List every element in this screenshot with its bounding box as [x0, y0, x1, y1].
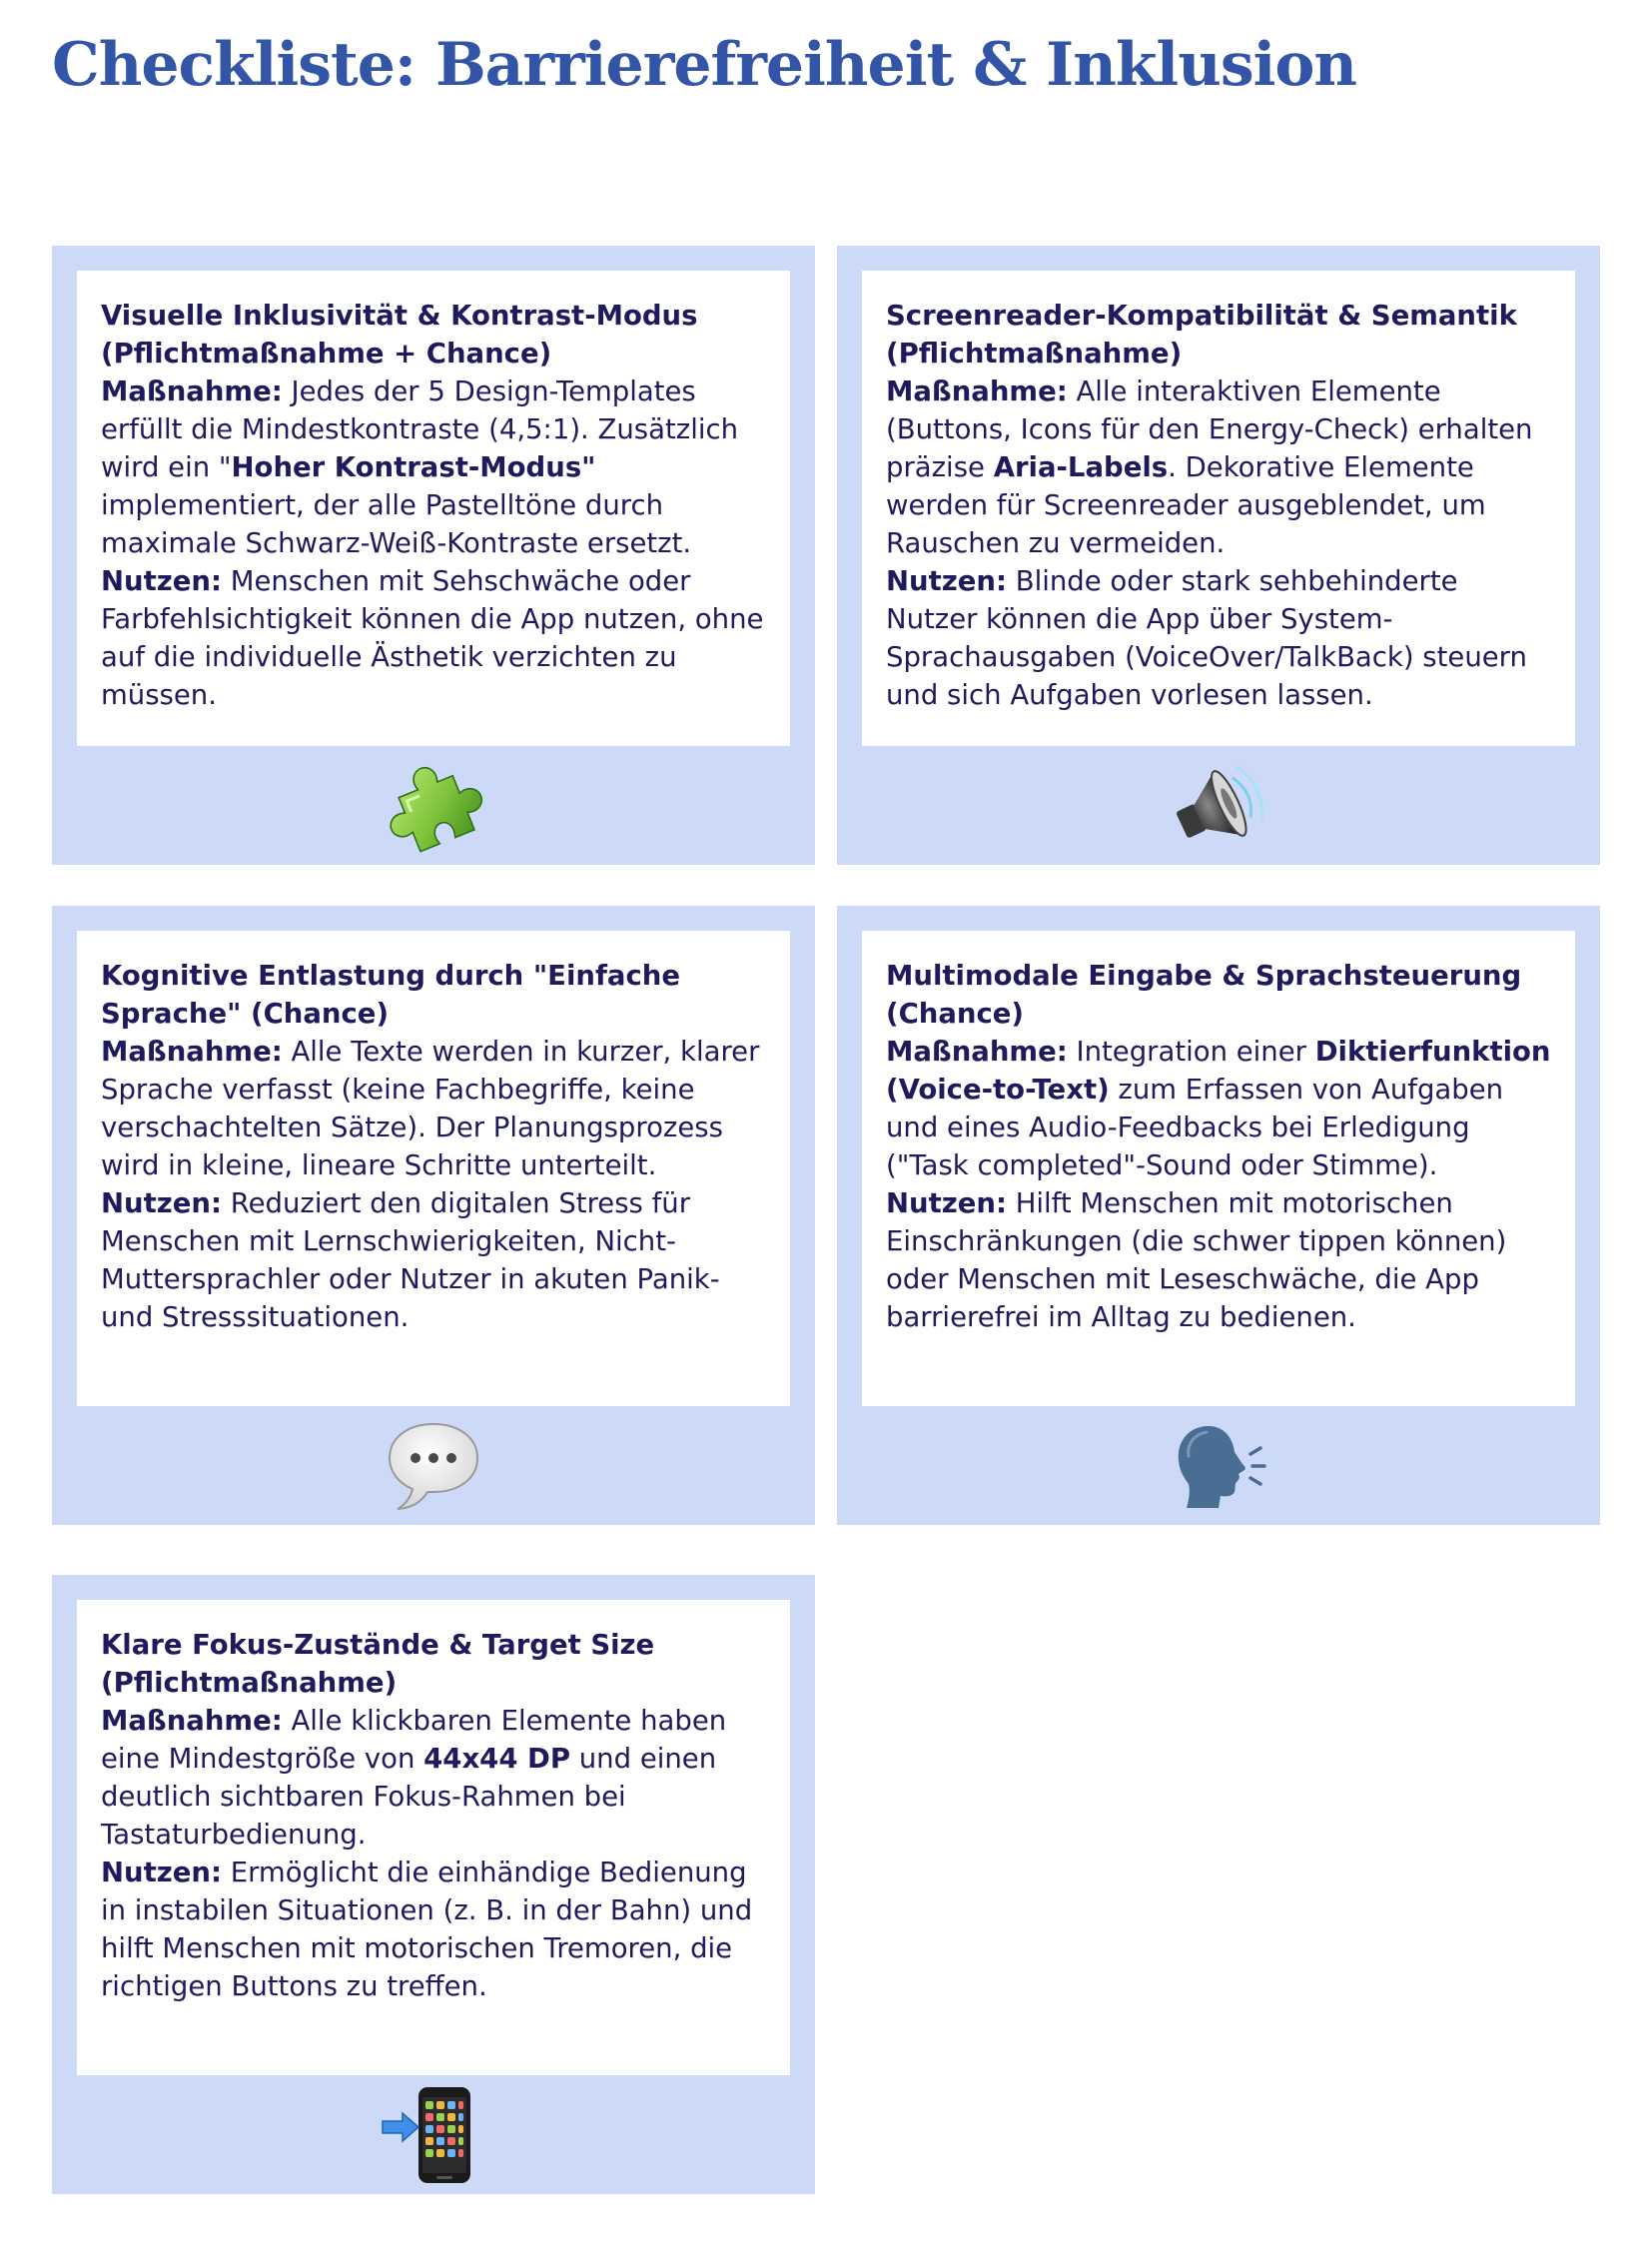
- benefit-label: Nutzen:: [101, 565, 222, 597]
- measure-paragraph: [886, 373, 1551, 562]
- measure-label: Maßnahme:: [101, 375, 283, 407]
- benefit-label: Nutzen:: [886, 1187, 1007, 1219]
- card-heading: Visuelle Inklusivität & Kontrast-Modus (Pflichtmaßnahme + Chance): [101, 300, 698, 370]
- text-segment: Jedes der 5 Design-Templates erfüllt die Mindestkontraste (4,5:1). Zusätzlich wird ein ": [101, 375, 739, 483]
- card-text-box: [862, 271, 1575, 746]
- benefit-text: Menschen mit Sehschwäche oder Farbfehlsichtigkeit können die App nutzen, ohne auf die individuelle Ästhetik verzichten zu müssen.: [101, 565, 764, 711]
- text-segment: und einen deutlich sichtbaren Fokus-Rahmen bei Tastaturbedienung.: [101, 1743, 717, 1851]
- benefit-label: Nutzen:: [886, 565, 1007, 597]
- text-segment: zum Erfassen von Aufgaben und eines Audio-Feedbacks bei Erledigung ("Task completed"-Sound oder Stimme).: [886, 1074, 1504, 1181]
- text-segment: Alle Texte werden in kurzer, klarer Sprache verfasst (keine Fachbegriffe, keine verschachtelten Sätze). Der Planungsprozess wird in kleine, lineare Schritte unterteilt.: [101, 1036, 760, 1181]
- card-heading: Kognitive Entlastung durch "Einfache Sprache" (Chance): [101, 960, 680, 1030]
- card-visual-contrast: [52, 246, 815, 865]
- card-text-box: [77, 271, 790, 746]
- measure-label: Maßnahme:: [101, 1705, 283, 1737]
- emphasis-text: Hoher Kontrast-Modus": [231, 451, 596, 483]
- text-segment: Alle interaktiven Elemente (Buttons, Icons für den Energy-Check) erhalten präzise: [886, 375, 1533, 483]
- benefit-text: Hilft Menschen mit motorischen Einschränkungen (die schwer tippen können) oder Menschen mit Leseschwäche, die App barrierefrei im Alltag zu bedienen.: [886, 1187, 1507, 1333]
- speaker-icon: [1167, 754, 1270, 858]
- text-segment: implementiert, der alle Pastelltöne durch maximale Schwarz-Weiß-Kontraste ersetzt.: [101, 489, 692, 559]
- emphasis-text: Diktierfunktion (Voice-to-Text): [886, 1036, 1551, 1106]
- benefit-paragraph: [101, 1854, 766, 2005]
- benefit-label: Nutzen:: [101, 1187, 222, 1219]
- measure-paragraph: [101, 1702, 766, 1854]
- measure-paragraph: [101, 373, 766, 562]
- benefit-paragraph: [886, 562, 1551, 714]
- benefit-paragraph: [101, 562, 766, 714]
- emphasis-text: Aria-Labels: [993, 451, 1169, 483]
- card-heading: Screenreader-Kompatibilität & Semantik (Pflichtmaßnahme): [886, 300, 1517, 370]
- card-voice-input: [837, 906, 1600, 1525]
- card-heading: Klare Fokus-Zustände & Target Size (Pflichtmaßnahme): [101, 1629, 655, 1699]
- measure-label: Maßnahme:: [886, 1036, 1068, 1068]
- benefit-text: Ermöglicht die einhändige Bedienung in instabilen Situationen (z. B. in der Bahn) und hilft Menschen mit motorischen Tremoren, die richtigen Buttons zu treffen.: [101, 1857, 753, 2002]
- benefit-label: Nutzen:: [101, 1857, 222, 1888]
- measure-label: Maßnahme:: [886, 375, 1068, 407]
- benefit-text: Blinde oder stark sehbehinderte Nutzer können die App über System-Sprachausgaben (VoiceOver/TalkBack) steuern und sich Aufgaben vorlesen lassen.: [886, 565, 1527, 711]
- measure-paragraph: [101, 1033, 766, 1184]
- text-segment: Integration einer: [1067, 1036, 1315, 1068]
- card-text-box: [77, 931, 790, 1406]
- text-segment: Alle klickbaren Elemente haben eine Mindestgröße von: [101, 1705, 727, 1775]
- card-simple-language: [52, 906, 815, 1525]
- card-text-box: [77, 1600, 790, 2075]
- mobile-arrow-icon: [379, 2083, 488, 2187]
- text-segment: . Dekorative Elemente werden für Screenreader ausgeblendet, um Rauschen zu vermeiden.: [886, 451, 1486, 559]
- benefit-text: Reduziert den digitalen Stress für Menschen mit Lernschwierigkeiten, Nicht-Muttersprachler oder Nutzer in akuten Panik- und Stresssituationen.: [101, 1187, 720, 1333]
- measure-paragraph: [886, 1033, 1551, 1184]
- speaking-head-icon: [1169, 1416, 1268, 1516]
- card-screenreader: [837, 246, 1600, 865]
- puzzle-piece-icon: [382, 754, 485, 858]
- benefit-paragraph: [101, 1184, 766, 1336]
- measure-label: Maßnahme:: [101, 1036, 283, 1068]
- benefit-paragraph: [886, 1184, 1551, 1336]
- speech-bubble-icon: [384, 1416, 483, 1516]
- emphasis-text: 44x44 DP: [423, 1743, 571, 1775]
- card-focus-target-size: [52, 1575, 815, 2194]
- card-text-box: [862, 931, 1575, 1406]
- page-title: Checkliste: Barrierefreiheit & Inklusion: [52, 30, 1357, 100]
- card-heading: Multimodale Eingabe & Sprachsteuerung (Chance): [886, 960, 1522, 1030]
